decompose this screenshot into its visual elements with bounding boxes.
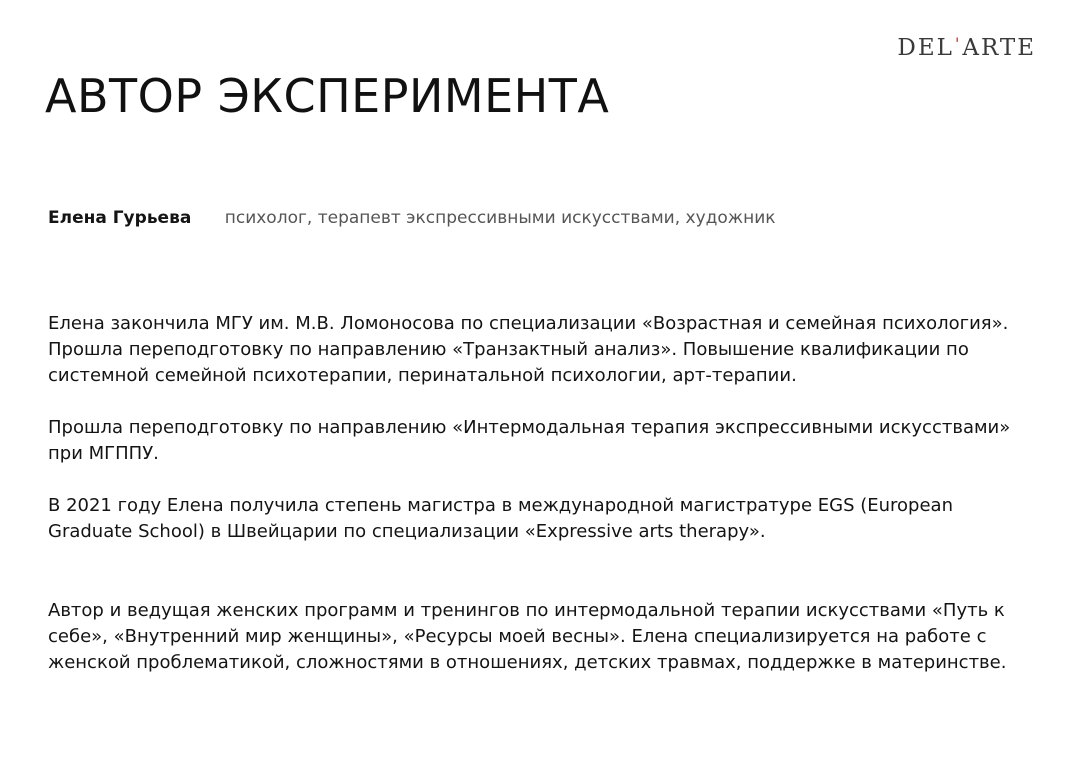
author-name: Елена Гурьева [48,208,192,228]
logo-text-left: DEL [897,35,954,61]
logo-apostrophe: ' [954,34,962,53]
logo-text-right: ARTE [962,35,1036,61]
bio-paragraph-programs: Автор и ведущая женских программ и тренингов по интермодальной терапии искусствами «Путь к себе», «Внутренний мир женщины», «Ресурсы моей весны». Елена специализируется на работе с женской проблематикой, сложностями в отношениях, детских травмах, поддержке в материнстве. [48,600,1007,673]
bio-paragraph-education: Елена закончила МГУ им. М.В. Ломоносова по специализации «Возрастная и семейная психология». Прошла переподготовку по направлению «Транзактный анализ». Повышение квалификации по системной семейной психотерапии, перинатальной психологии, арт-терапии. [48,313,1009,386]
author-role: психолог, терапевт экспрессивными искусствами, художник [224,208,776,228]
bio-paragraph-retraining: Прошла переподготовку по направлению «Интермодальная терапия экспрессивными искусствами» при МГППУ. [48,417,1011,464]
page-title: АВТОР ЭКСПЕРИМЕНТА [45,69,610,123]
author-row [48,206,776,230]
brand-logo [897,34,1036,61]
bio-paragraph-masters: В 2021 году Елена получила степень магистра в международной магистратуре EGS (European Graduate School) в Швейцарии по специализации «Expressive arts therapy». [48,495,953,542]
